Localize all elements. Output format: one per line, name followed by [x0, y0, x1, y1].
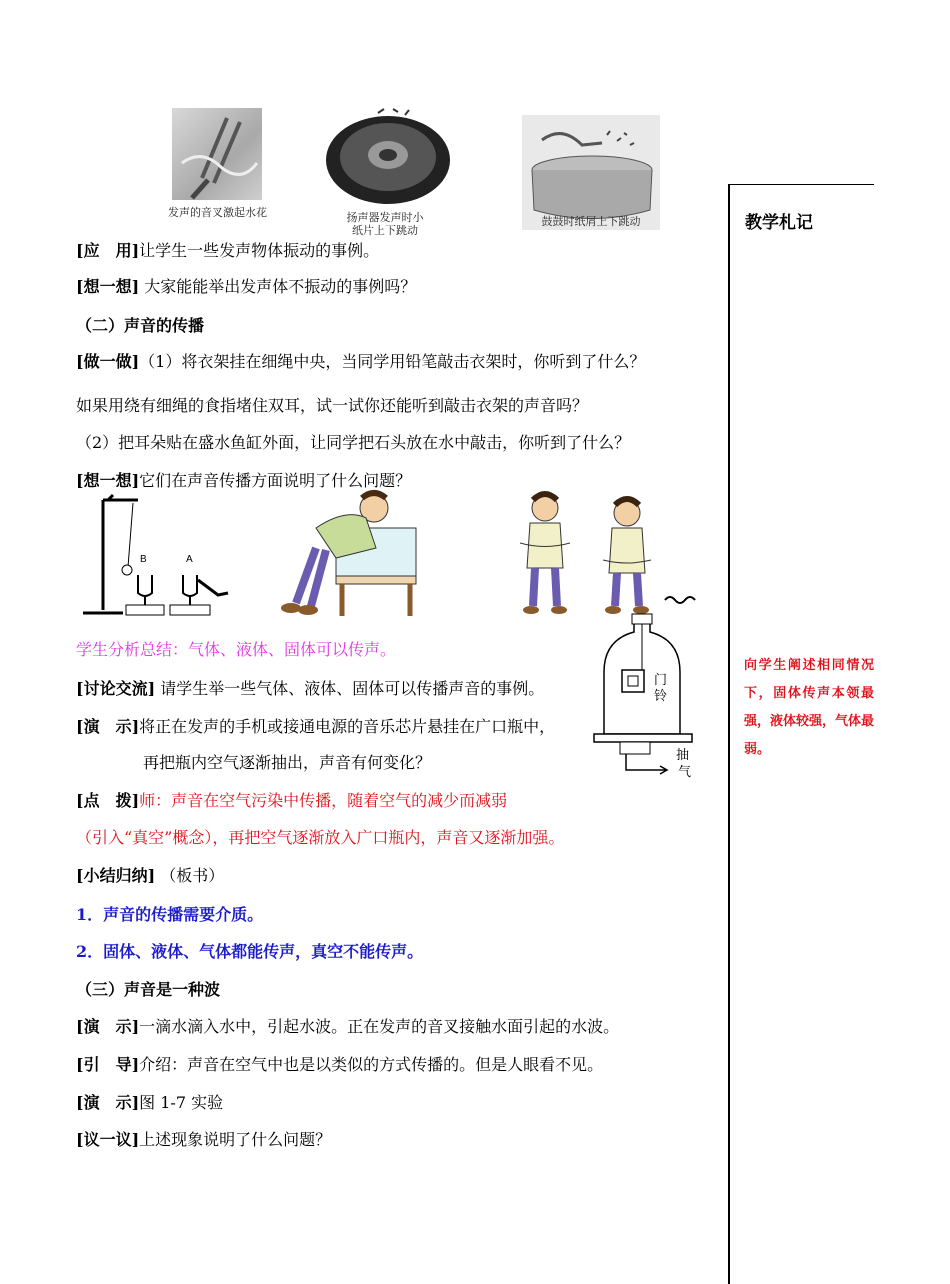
demo-label-2: [演 示]	[76, 1017, 140, 1036]
pump-label-1: 抽	[676, 748, 690, 763]
point-1: 1．声音的传播需要介质。	[76, 905, 264, 924]
demo-text-1: 将正在发声的手机或接通电源的音乐芯片悬挂在广口瓶中，	[139, 717, 556, 736]
do-label: [做一做]	[76, 352, 140, 371]
bell-label-2: 铃	[654, 689, 668, 704]
drum-icon	[522, 115, 660, 215]
demo-line-2	[76, 1016, 619, 1038]
discuss-label-2: [议一议]	[76, 1130, 140, 1149]
fig2-caption-line1: 扬声器发声时小	[346, 211, 424, 224]
bell-jar-vacuum-diagram	[592, 612, 707, 782]
demo-line-3	[76, 1092, 223, 1114]
demo-line-1	[76, 716, 555, 738]
fig3-caption: 鼓鼓时纸屑上下跳动	[541, 215, 641, 228]
section-heading-3: （三）声音是一种波	[76, 980, 221, 999]
demo-label-3: [演 示]	[76, 1093, 140, 1112]
discuss-line-2	[76, 1129, 331, 1151]
discuss-line	[76, 678, 544, 700]
guide-line	[76, 1054, 603, 1076]
tuning-fork-water-photo	[172, 108, 262, 200]
do-text: （1）将衣架挂在细绳中央，当同学用铅笔敲击衣架时，你听到了什么？	[139, 352, 646, 371]
fork-b-label: B	[140, 554, 147, 565]
demo-text-2: 一滴水滴入水中，引起水波。正在发声的音叉接触水面引起的水波。	[139, 1017, 620, 1036]
think-label-2: [想一想]	[76, 471, 140, 490]
student-summary: 学生分析总结：气体、液体、固体可以传声。	[76, 640, 397, 659]
think-text-2: 它们在声音传播方面说明了什么问题？	[139, 471, 412, 490]
hint-line	[76, 790, 507, 812]
point-2: 2．固体、液体、气体都能传声，真空不能传声。	[76, 942, 424, 961]
fig2-caption-line2: 纸片上下跳动	[352, 224, 418, 237]
speaker-photo	[323, 105, 453, 205]
fig2-caption	[330, 211, 440, 237]
hint-label: [点 拨]	[76, 791, 140, 810]
do-line-3: （2）把耳朵贴在盛水鱼缸外面，让同学把石头放在水中敲击，你听到了什么？	[76, 433, 631, 452]
hint-line-2: （引入“真空”概念），再把空气逐渐放入广口瓶内，声音又逐渐加强。	[76, 828, 565, 847]
discuss-text-2: 上述现象说明了什么问题？	[139, 1130, 332, 1149]
apply-label: [应 用]	[76, 241, 140, 260]
think-label-1: [想一想]	[76, 277, 140, 296]
speaker-icon	[323, 105, 453, 205]
do-line-2: 如果用绕有细绳的食指堵住双耳，试一试你还能听到敲击衣架的声音吗？	[76, 396, 589, 415]
apply-text: 让学生一些发声物体振动的事例。	[139, 241, 380, 260]
notes-title: 教学札记	[745, 213, 813, 233]
bell-label-1: 门	[654, 673, 668, 688]
hint-text: 师：声音在空气污染中传播，随着空气的减少而减弱	[139, 791, 508, 810]
do-line	[76, 351, 645, 373]
think-line-1	[76, 276, 416, 298]
think-text-1: 大家能能举出发声体不振动的事例吗？	[139, 277, 417, 296]
demo-label-1: [演 示]	[76, 717, 140, 736]
summary-label: [小结归纳]	[76, 866, 156, 885]
guide-text: 介绍：声音在空气中也是以类似的方式传播的。但是人眼看不见。	[139, 1055, 604, 1074]
guide-label: [引 导]	[76, 1055, 140, 1074]
section-heading-2: （二）声音的传播	[76, 316, 205, 335]
demo-text-3: 图 1-7 实验	[139, 1093, 224, 1112]
apply-line	[76, 240, 379, 262]
discuss-label: [讨论交流]	[76, 679, 156, 698]
demo-line-1b: 再把瓶内空气逐渐抽出，声音有何变化？	[143, 753, 432, 772]
fig1-caption: 发声的音叉激起水花	[168, 206, 267, 219]
discuss-text: 请学生举一些气体、液体、固体可以传播声音的事例。	[155, 679, 545, 698]
fish-tank-listening-illustration	[276, 488, 426, 618]
tuning-fork-experiment-diagram	[78, 495, 238, 620]
drum-photo	[522, 115, 660, 230]
hanger-string-experiment-illustration	[505, 488, 705, 618]
fork-a-label: A	[186, 554, 193, 565]
summary-line	[76, 865, 224, 887]
notes-side-note: 向学生阐述相同情况下，固体传声本领最强，液体较强，气体最弱。	[744, 658, 875, 757]
tuning-fork-icon	[172, 108, 262, 200]
summary-text: （板书）	[155, 866, 225, 885]
pump-label-2: 气	[678, 765, 692, 780]
